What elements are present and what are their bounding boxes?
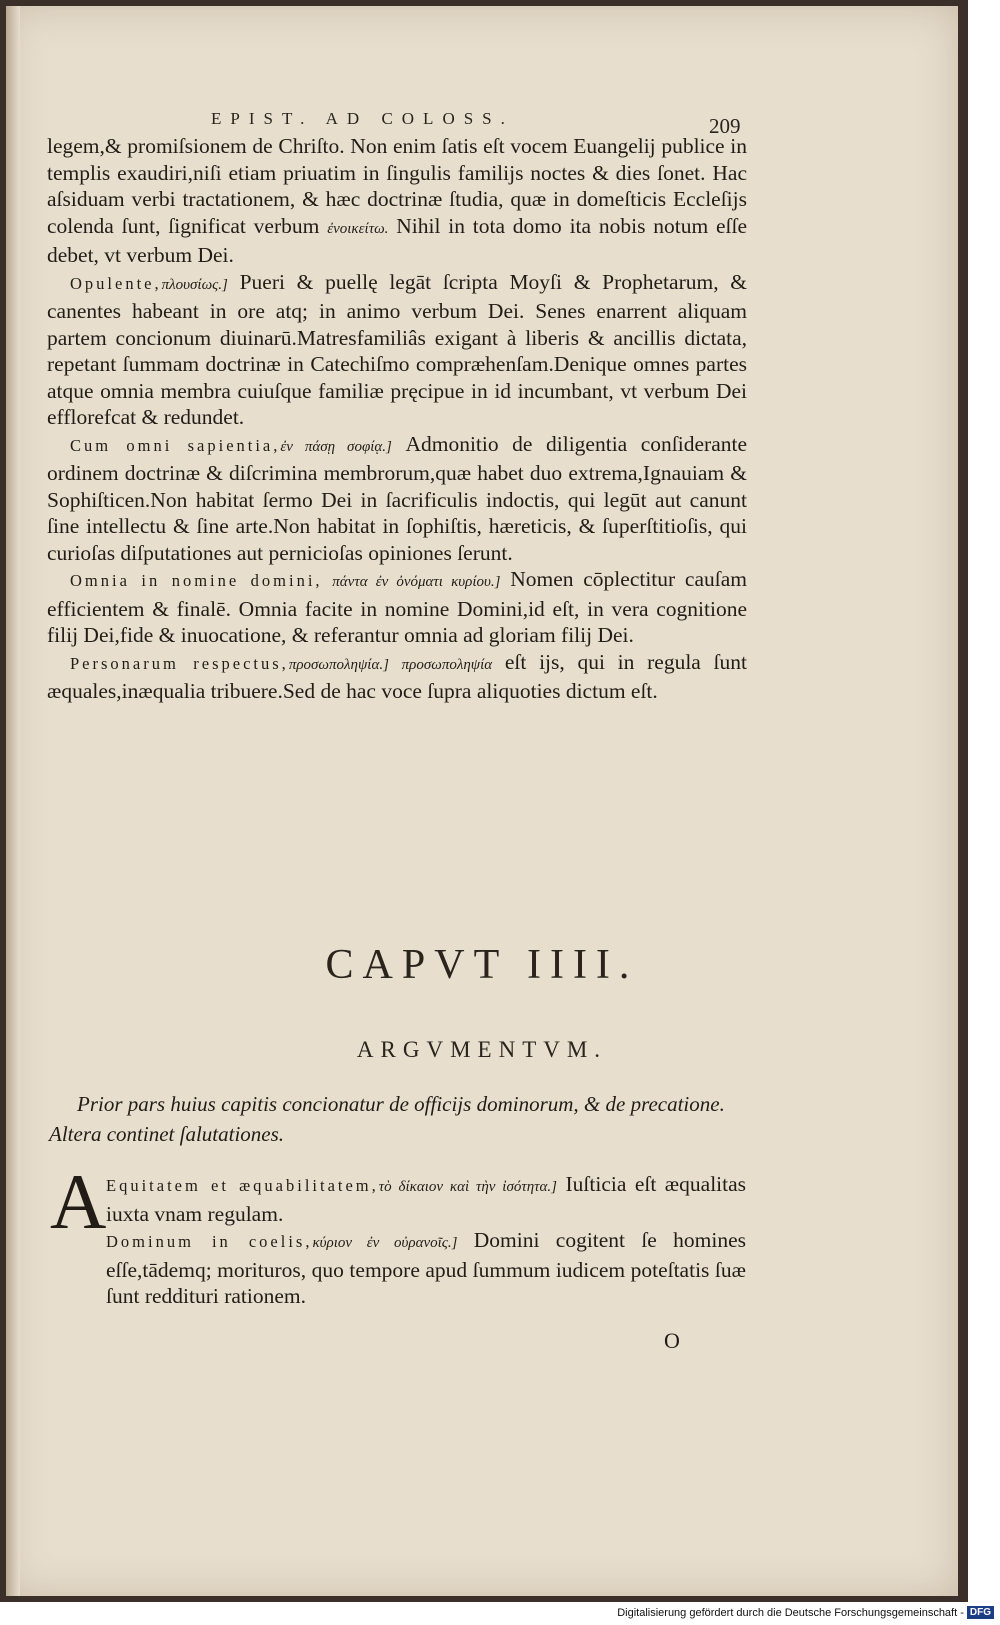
running-head: EPIST. AD COLOSS. xyxy=(211,109,514,128)
paragraph-1-tail: Nihil in tota domo ita nobis notum eſſe debet, vt verbum Dei. xyxy=(47,213,748,267)
signature-mark: O xyxy=(664,1328,680,1353)
greek-lemma: προσωποληψία.] xyxy=(288,656,389,673)
argument-text: Prior pars huius capitis concionatur de officijs dominorum, & de precatione. Altera continet ſalutationes. xyxy=(49,1092,725,1146)
paragraph-2-text: Pueri & puellę legāt ſcripta Moyſi & Prophetarum, & canentes habeant in ore atq; in animo verbum Dei. Senes enarrent aliquam partem concionum diuinarū.Matresfamiliâs exigant à liberis & ancillis dictata, repetant ſummam doctrinæ in Catechiſmo compræhenſam.Denique omnes partes atque omnia membra cuiuſque familiæ pręcipue in id incumbant, vt verbum Dei efflorefcat & redundet. xyxy=(47,269,748,429)
lemma: Cum omni sapientia, xyxy=(70,435,281,455)
chapter-paragraph-2-text: Domini cogitent ſe homines eſſe,tādemq; morituros, quo tempore apud ſummum iudicem poteſtatis ſuæ ſunt reddituri rationem. xyxy=(106,1228,747,1308)
paragraph-3-text: Admonitio de diligentia conſiderante ordinem doctrinæ & diſcrimina membrorum,quæ habet duo extrema,Ignauiam & Sophiſticen.Non habitat ſermo Dei in ſacrificulis indoctis, qui legūt aut canunt ſine intellectu & ſine arte.Non habitat in ſophiſtis, hæreticis, & ſuperſtitioſis, qui curioſas diſputationes aut pernicioſas opiniones ſerunt. xyxy=(47,431,748,565)
page-gutter-shadow xyxy=(6,6,20,1596)
paragraph-1 xyxy=(47,133,747,269)
argument-heading: ARGVMENTVM. xyxy=(356,1037,608,1062)
paragraph-3 xyxy=(47,431,747,567)
chapter-title: CAPVT IIII. xyxy=(325,942,639,988)
greek-lemma: ἐν πάσῃ σοφίᾳ.] xyxy=(280,438,392,455)
paragraph-4-text: Nomen cōplectitur cauſam efficientem & finalē. Omnia facite in nomine Domini,id eſt, in vera cognitione filij Dei,fide & inuocatione, & referantur omnia ad gloriam filij Dei. xyxy=(47,567,747,647)
lemma: Opulente, xyxy=(70,273,162,293)
greek-lemma: πάντα ἐν ὀνόματι κυρίου.] xyxy=(332,574,501,590)
paragraph-1-text: legem,& promiſsionem de Chriſto. Non enim ſatis eſt vocem Euangelij publice in templis exaudiri,niſi etiam priuatim in ſingulis familijs noctes & dies ſonet. Hac aſsiduam verbi tractationem, & hæc doctrinæ ſtudia, quæ in domeſticis Eccleſijs colenda ſunt, ſignificat verbum xyxy=(47,134,747,238)
lemma: Equitatem et æquabilitatem, xyxy=(106,1176,379,1195)
paragraph-5-text: eſt ijs, qui in regula ſunt æquales,inæqualia tribuere.Sed de hac voce ſupra aliquoties dictum eſt. xyxy=(47,649,747,703)
chapter-body xyxy=(106,1171,746,1310)
paragraph-2 xyxy=(47,269,747,431)
paragraph-5 xyxy=(47,649,747,705)
lemma: Omnia in nomine domini, xyxy=(70,571,323,590)
greek-lemma: πλουσίως.] xyxy=(161,276,228,293)
drop-cap: A xyxy=(50,1158,107,1245)
lemma: Personarum respectus, xyxy=(70,653,289,673)
greek-lemma: τὸ δίκαιον καὶ τὴν ἰσότητα.] xyxy=(378,1179,557,1195)
book-page xyxy=(6,6,958,1596)
paragraph-4 xyxy=(47,566,747,649)
greek-word: προσωποληψία xyxy=(401,656,493,673)
body-text xyxy=(47,133,747,705)
dfg-logo: DFG xyxy=(967,1606,994,1619)
page-number: 209 xyxy=(709,114,741,138)
lemma: Dominum in coelis, xyxy=(106,1232,313,1251)
greek-word: ἐνοικείτω. xyxy=(327,220,389,237)
chapter-paragraph-2 xyxy=(106,1227,746,1310)
chapter-paragraph-1 xyxy=(106,1171,746,1227)
digitization-credit xyxy=(617,1606,994,1619)
credit-text: Digitalisierung gefördert durch die Deutsche Forschungsgemeinschaft - xyxy=(617,1606,964,1619)
greek-lemma: κύριον ἐν οὐρανοῖς.] xyxy=(312,1235,458,1251)
chapter-paragraph-1-text: Iuſticia eſt æqualitas iuxta vnam regulam. xyxy=(106,1172,747,1226)
